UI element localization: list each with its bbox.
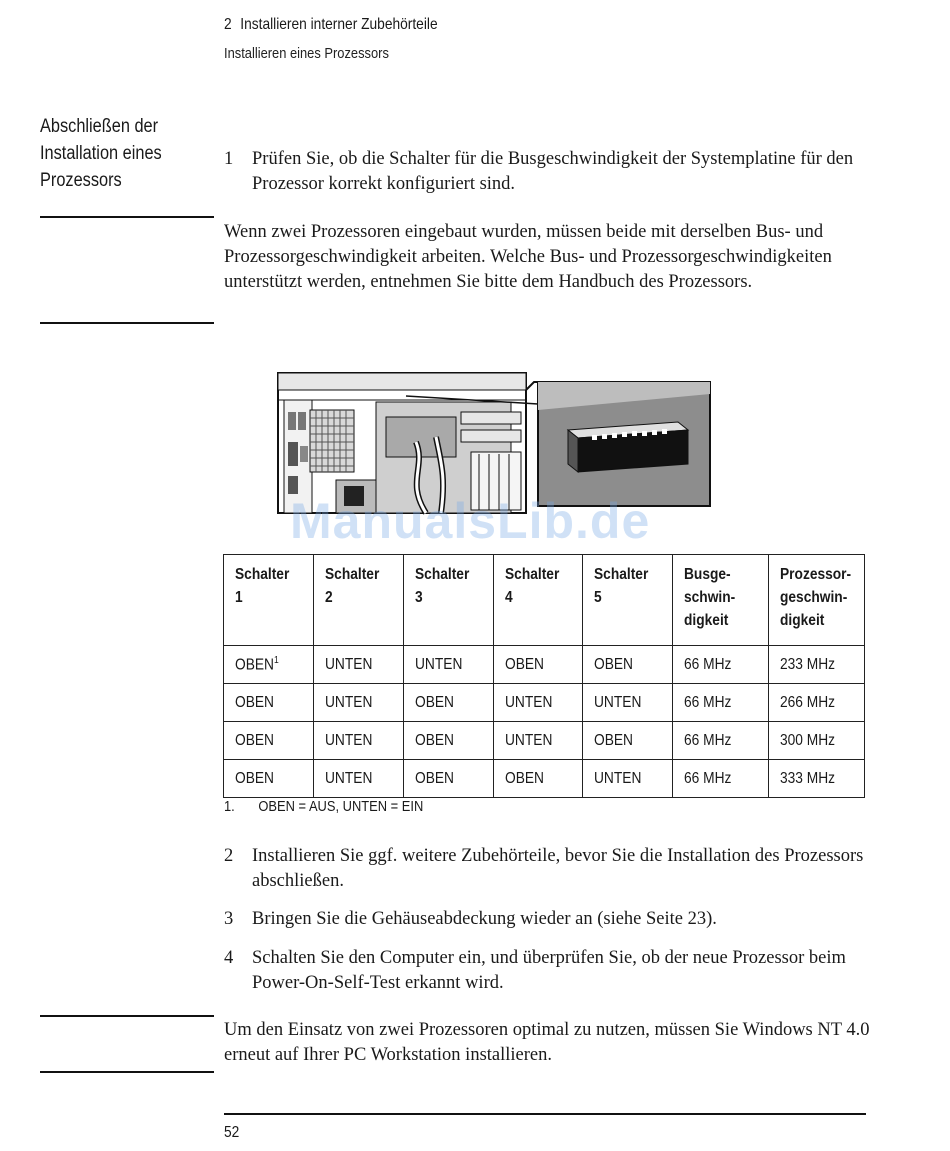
note-rule-top: [40, 216, 214, 218]
column-header-switch-5: Schalter 5: [583, 555, 673, 646]
step-text: Prüfen Sie, ob die Schalter für die Busgeschwindigkeit der Systemplatine für den Prozessor korrekt konfiguriert sind.: [252, 149, 854, 194]
table-cell: 66 MHz: [673, 646, 769, 684]
section-heading-line: Prozessors: [40, 170, 122, 191]
table-cell: OBEN: [404, 684, 494, 722]
table-cell: OBEN: [494, 760, 583, 798]
running-header-chapter: [224, 16, 438, 34]
table-cell: OBEN: [224, 760, 314, 798]
table-cell: 66 MHz: [673, 684, 769, 722]
table-cell: UNTEN: [583, 760, 673, 798]
table-cell: UNTEN: [314, 684, 404, 722]
table-cell: 66 MHz: [673, 722, 769, 760]
table-header-row: [224, 555, 865, 646]
footnote-number: 1.: [224, 798, 235, 815]
column-header-switch-3: Schalter 3: [404, 555, 494, 646]
column-header-bus-speed: Busge- schwin- digkeit: [673, 555, 769, 646]
step-1: [224, 147, 874, 197]
table-row: [224, 646, 865, 684]
table-cell: UNTEN: [314, 646, 404, 684]
table-cell: OBEN: [404, 760, 494, 798]
page-number: 52: [224, 1124, 240, 1141]
table-cell: OBEN: [224, 722, 314, 760]
column-header-switch-4: Schalter 4: [494, 555, 583, 646]
column-header-switch-1: Schalter 1: [224, 555, 314, 646]
note-rule-top: [40, 1015, 214, 1017]
section-heading-line: Abschließen der: [40, 116, 159, 137]
note-text: Wenn zwei Prozessoren eingebaut wurden, müssen beide mit derselben Bus- und Prozessorgeschwindigkeit arbeiten. Welche Bus- und Prozessorgeschwindigkeiten unterstützt werden, entnehmen Sie bitte dem Handbuch des Prozessors.: [224, 222, 832, 292]
table-cell: OBEN: [583, 722, 673, 760]
step-text: Bringen Sie die Gehäuseabdeckung wieder an (siehe Seite 23).: [252, 909, 717, 929]
table-cell: UNTEN: [494, 722, 583, 760]
table-cell: 66 MHz: [673, 760, 769, 798]
step-number: 2: [224, 846, 234, 866]
table-cell: OBEN$^1$: [224, 646, 314, 684]
table-cell: UNTEN: [314, 760, 404, 798]
chapter-number: 2: [224, 16, 232, 33]
step-text: Installieren Sie ggf. weitere Zubehörteile, bevor Sie die Installation des Prozessors abschließen.: [252, 846, 864, 891]
table-cell: UNTEN: [314, 722, 404, 760]
step-number: 4: [224, 948, 234, 968]
table-cell: OBEN: [224, 684, 314, 722]
step-number: 1: [224, 149, 234, 169]
footnote-marker: 1: [273, 654, 279, 666]
running-header-section: Installieren eines Prozessors: [224, 45, 389, 62]
step-4: [224, 946, 874, 996]
table-row: [224, 684, 865, 722]
table-cell: OBEN: [494, 646, 583, 684]
section-heading-line: Installation eines: [40, 143, 162, 164]
table-cell: UNTEN: [583, 684, 673, 722]
step-number: 3: [224, 909, 234, 929]
table-cell: UNTEN: [494, 684, 583, 722]
section-heading: [40, 113, 191, 194]
table-cell: 233 MHz: [769, 646, 865, 684]
step-text: Schalten Sie den Computer ein, und überprüfen Sie, ob der neue Prozessor beim Power-On-Self-Test erkannt wird.: [252, 948, 846, 993]
chapter-title: Installieren interner Zubehörteile: [240, 16, 438, 33]
watermark: ManualsLib.de: [290, 493, 651, 549]
step-3: [224, 907, 874, 932]
switch-settings-table: [223, 554, 865, 798]
table-cell: 266 MHz: [769, 684, 865, 722]
column-header-processor-speed: Prozessor- geschwin- digkeit: [769, 555, 865, 646]
note-text: Um den Einsatz von zwei Prozessoren optimal zu nutzen, müssen Sie Windows NT 4.0 erneut auf Ihrer PC Workstation installieren.: [224, 1020, 870, 1065]
note-rule-bottom: [40, 1071, 214, 1073]
table-cell: OBEN: [404, 722, 494, 760]
table-footnote: [224, 798, 423, 815]
table-cell: 333 MHz: [769, 760, 865, 798]
note-rule-bottom: [40, 322, 214, 324]
table-row: [224, 722, 865, 760]
table-cell: 300 MHz: [769, 722, 865, 760]
footnote-text: OBEN = AUS, UNTEN = EIN: [258, 798, 424, 815]
footer-rule: [224, 1113, 866, 1115]
table-cell: UNTEN: [404, 646, 494, 684]
table-cell: OBEN: [583, 646, 673, 684]
step-2: [224, 844, 874, 894]
table-row: [224, 760, 865, 798]
column-header-switch-2: Schalter 2: [314, 555, 404, 646]
